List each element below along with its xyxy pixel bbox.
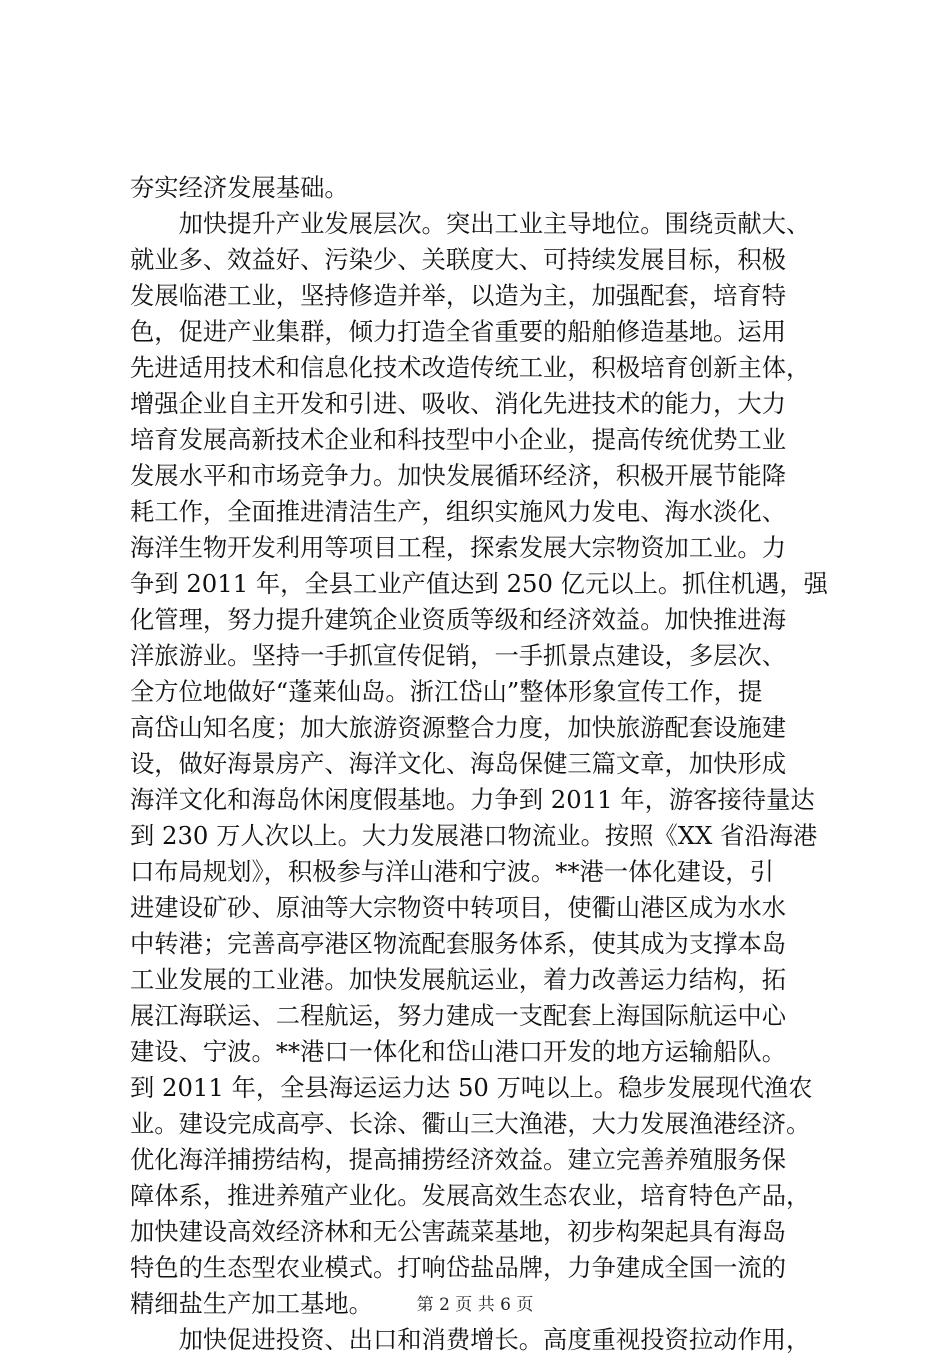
text-line: 设，做好海景房产、海洋文化、海岛保健三篇文章，加快形成: [130, 749, 787, 778]
text-line: 化管理，努力提升建筑企业资质等级和经济效益。加快推进海: [130, 605, 787, 634]
text-line: 工业发展的工业港。加快发展航运业，着力改善运力结构，拓: [130, 965, 787, 994]
body-text: [130, 170, 845, 1358]
text-line: 业。建设完成高亭、长涂、衢山三大渔港，大力发展渔港经济。: [130, 1109, 811, 1138]
text-line: 先进适用技术和信息化技术改造传统工业，积极培育创新主体，: [130, 353, 811, 382]
text-line: 优化海洋捕捞结构，提高捕捞经济效益。建立完善养殖服务保: [130, 1145, 787, 1174]
text-line: 就业多、效益好、污染少、关联度大、可持续发展目标，积极: [130, 245, 787, 274]
text-line: 耗工作，全面推进清洁生产，组织实施风力发电、海水淡化、: [130, 497, 787, 526]
text-line: 障体系，推进养殖产业化。发展高效生态农业，培育特色产品，: [130, 1181, 811, 1210]
text-line: 争到 2011 年，全县工业产值达到 250 亿元以上。抓住机遇，强: [130, 569, 828, 598]
text-line: 夯实经济发展基础。: [130, 173, 349, 202]
page-footer: 第 2 页 共 6 页: [416, 1295, 534, 1315]
text-line: 高岱山知名度；加大旅游资源整合力度，加快旅游配套设施建: [130, 713, 787, 742]
text-line: 全方位地做好“蓬莱仙岛。浙江岱山”整体形象宣传工作，提: [130, 677, 763, 706]
text-line: 到 230 万人次以上。大力发展港口物流业。按照《XX 省沿海港: [130, 821, 818, 850]
text-line: 特色的生态型农业模式。打响岱盐品牌，力争建成全国一流的: [130, 1253, 787, 1282]
text-line: 口布局规划》，积极参与洋山港和宁波。**港一体化建设，引: [130, 857, 774, 886]
text-line: 洋旅游业。坚持一手抓宣传促销，一手抓景点建设，多层次、: [130, 641, 787, 670]
text-line: 加快促进投资、出口和消费增长。高度重视投资拉动作用，: [130, 1325, 811, 1354]
text-line: 发展水平和市场竞争力。加快发展循环经济，积极开展节能降: [130, 461, 787, 490]
text-line: 中转港；完善高亭港区物流配套服务体系，使其成为支撑本岛: [130, 929, 787, 958]
text-line: 展江海联运、二程航运，努力建成一支配套上海国际航运中心: [130, 1001, 787, 1030]
text-line: 加快建设高效经济林和无公害蔬菜基地，初步构架起具有海岛: [130, 1217, 787, 1246]
text-line: 建设、宁波。**港口一体化和岱山港口开发的地方运输船队。: [130, 1037, 787, 1066]
text-line: 色，促进产业集群，倾力打造全省重要的船舶修造基地。运用: [130, 317, 787, 346]
text-line: 发展临港工业，坚持修造并举，以造为主，加强配套，培育特: [130, 281, 787, 310]
text-line: 进建设矿砂、原油等大宗物资中转项目，使衢山港区成为水水: [130, 893, 787, 922]
text-line: 增强企业自主开发和引进、吸收、消化先进技术的能力，大力: [130, 389, 787, 418]
text-line: 海洋文化和海岛休闲度假基地。力争到 2011 年，游客接待量达: [130, 785, 815, 814]
text-line: 海洋生物开发利用等项目工程，探索发展大宗物资加工业。力: [130, 533, 787, 562]
text-line: 加快提升产业发展层次。突出工业主导地位。围绕贡献大、: [130, 209, 811, 238]
text-line: 精细盐生产加工基地。: [130, 1289, 373, 1318]
text-line: 培育发展高新技术企业和科技型中小企业，提高传统优势工业: [130, 425, 787, 454]
text-line: 到 2011 年，全县海运运力达 50 万吨以上。稳步发展现代渔农: [130, 1073, 813, 1102]
